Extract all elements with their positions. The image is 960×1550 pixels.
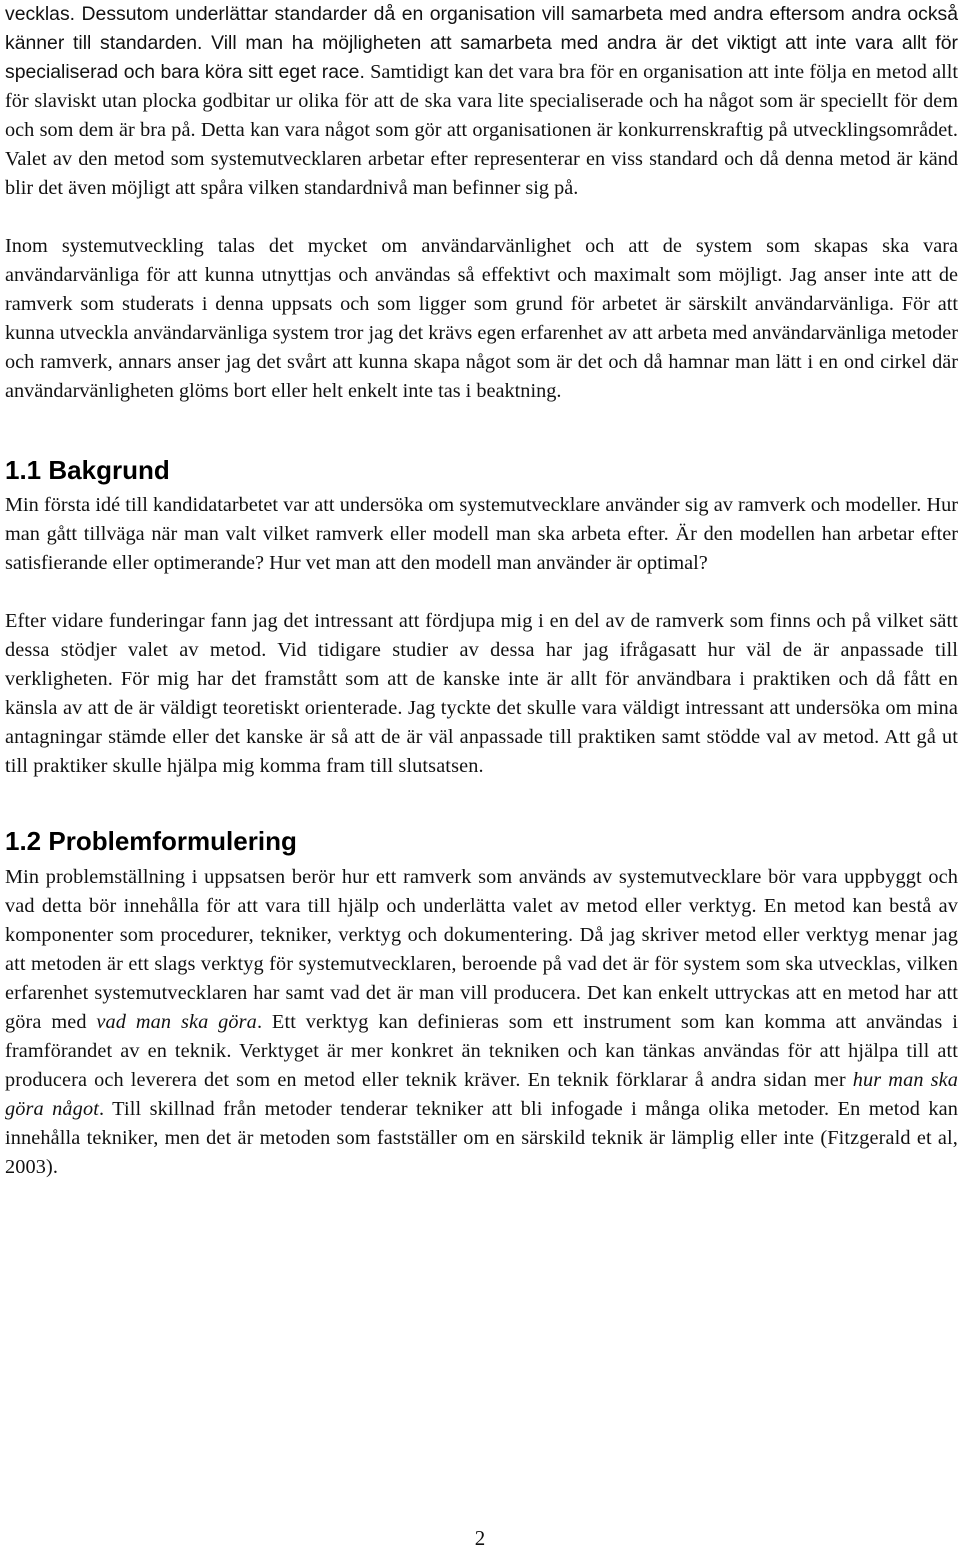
problem-text-part-1: Min problemställning i uppsatsen berör hur ett ramverk som används av systemutvecklare bör vara uppbyggt och vad detta bör innehålla för att vara till hjälp och underlätta valet av metod eller verktyg. En metod kan bestå av komponenter som procedurer, tekniker, verktyg och dokumentering. Då jag skriver metod eller verktyg menar jag att metoden är ett slags verktyg för systemutvecklaren, beroende på vad det är för system som ska utvecklas, vilken erfarenhet systemutvecklaren har samt vad det är man vill producera. Det kan enkelt uttryckas att en metod har att göra med [5,866,958,1033]
section-heading-bakgrund: 1.1 Bakgrund [5,455,170,485]
problem-emphasis-1: vad man ska göra [96,1011,257,1033]
bakgrund-paragraph-1: Min första idé till kandidatarbetet var att undersöka om systemutvecklare använder sig av ramverk och modeller. Hur man gått tillväga när man valt vilket ramverk eller modell man ska arbeta efter. Är den modellen han arbetar efter satisfierande eller optimerande? Hur vet man att den modell man använder är optimal? [5,494,958,574]
intro-lead-text: vecklas. Dessutom underlättar standarder då en organisation vill samarbeta med andra eftersom andra också känner till standarden. Vill man ha möjligheten att samarbeta med andra är det viktigt att inte vara allt för specialiserad och bara köra sitt eget race. [5,3,958,83]
problem-text-part-3: . Till skillnad från metoder tenderar tekniker att bli infogade i många olika metoder. En metod kan innehålla tekniker, men det är metoden som fastställer om en särskild teknik är lämplig eller inte (Fitzgerald et al, 2003). [5,1098,958,1178]
usability-paragraph: Inom systemutveckling talas det mycket om användarvänlighet och att de system som skapas ska vara användarvänliga för att kunna utnyttjas och användas så effektivt och maximalt som möjligt. Jag anser inte att de ramverk som studerats i denna uppsats och som ligger som grund för arbetet är särskilt användarvänliga. För att kunna utveckla användarvänliga system tror jag det krävs egen erfarenhet av att arbeta med användarvänliga metoder och ramverk, annars anser jag det svårt att kunna skapa något som är det och då hamnar man lätt i en ond cirkel där användarvänligheten glöms bort eller helt enkelt inte tas i beaktning. [5,235,958,402]
problemformulering-paragraph [5,863,958,1182]
section-heading-problemformulering: 1.2 Problemformulering [5,826,297,856]
document-page [5,0,958,1182]
page-number: 2 [474,1526,486,1550]
bakgrund-paragraph-2: Efter vidare funderingar fann jag det intressant att fördjupa mig i en del av de ramverk som finns och på vilket sätt dessa stödjer valet av metod. Vid tidigare studier av dessa har jag ifrågasatt hur väl de är anpassade till verkligheten. För mig har det framstått som att de kanske inte är allt för användbara i praktiken och då fått en känsla av att de är väldigt teoretiskt orienterade. Jag tyckte det skulle vara väldigt intressant att undersöka om mina antagningar stämde eller det kanske är så att de är väl anpassade till praktiken samt stödde val av metod. Att gå ut till praktiker skulle hjälpa mig komma fram till slutsatsen. [5,610,958,777]
intro-tail-text: Samtidigt kan det vara bra för en organisation att inte följa en metod allt för slaviskt utan plocka godbitar ur olika för att de ska vara lite specialiserade och ha något som är speciellt för dem och som dem är bra på. Detta kan vara något som gör att organisationen är konkurrenskraftig på utvecklingsområdet. Valet av den metod som systemutvecklaren arbetar efter representerar en viss standard och då denna metod är känd blir det även möjligt att spåra vilken standardnivå man befinner sig på. [5,61,958,199]
problem-text-part-2: . Ett verktyg kan definieras som ett instrument som kan komma att användas i framförandet av en teknik. Verktyget är mer konkret än tekniken och kan tänkas användas för att hjälpa till att producera och leverera det som en metod eller teknik kräver. En teknik förklarar å andra sidan mer [5,1011,958,1091]
problem-emphasis-2: hur man ska göra något [5,1069,958,1120]
intro-paragraph [5,0,958,203]
